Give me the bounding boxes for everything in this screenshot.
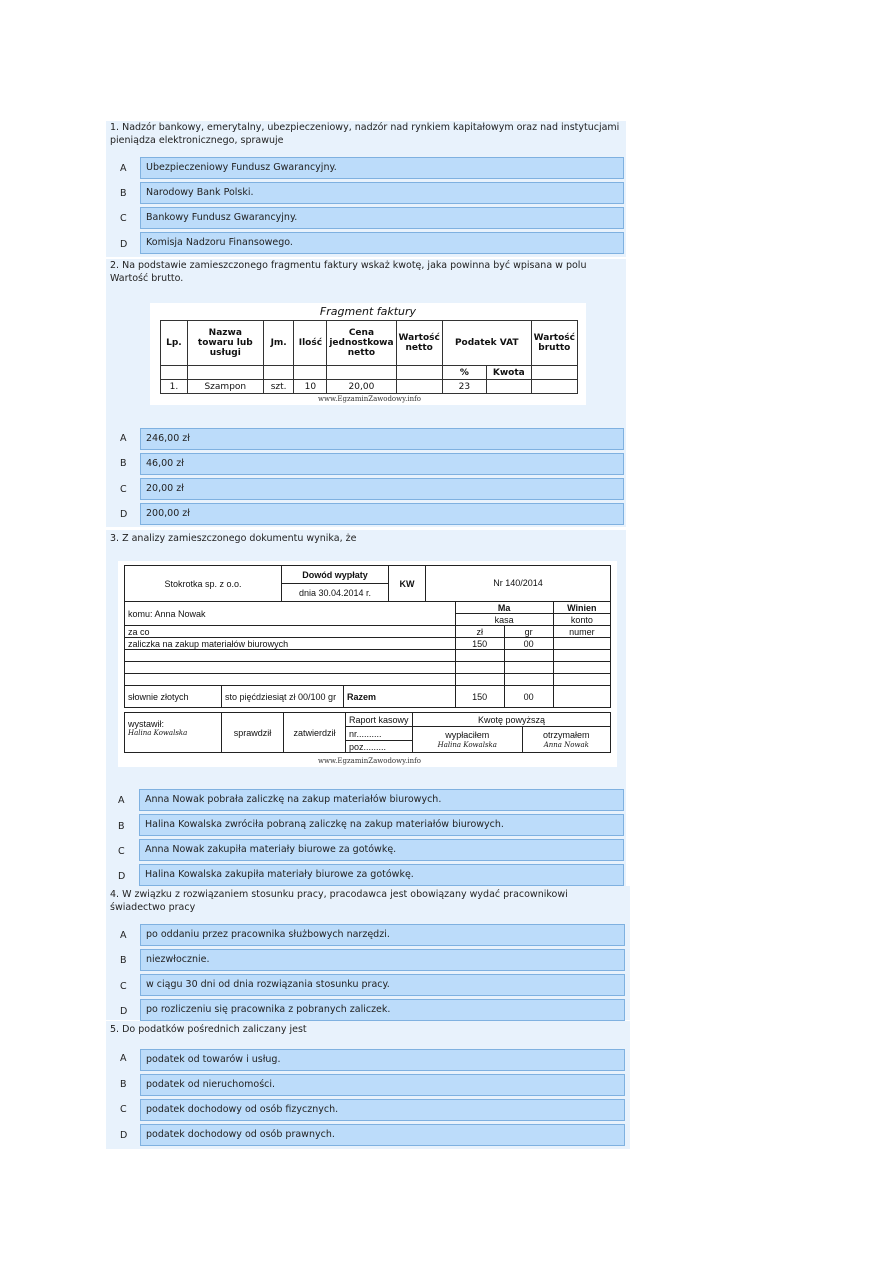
- option-letter: D: [120, 1130, 128, 1141]
- question-text: 4. W związku z rozwiązaniem stosunku pracy, pracodawca jest obowiązany wydać pracownikowi świadectwo pracy: [110, 889, 568, 913]
- option-letter: B: [120, 1079, 127, 1090]
- wystawil-label: wystawił:: [128, 719, 165, 729]
- answer-option-b[interactable]: Narodowy Bank Polski.: [140, 182, 624, 204]
- header-vat: Podatek VAT: [442, 321, 531, 366]
- question-text: 3. Z analizy zamieszczonego dokumentu wynika, że: [110, 533, 357, 544]
- cell-unit: szt.: [263, 380, 294, 394]
- option-letter: B: [120, 955, 127, 966]
- option-letter: D: [118, 871, 126, 882]
- question-text: 1. Nadzór bankowy, emerytalny, ubezpieczeniowy, nadzór nad rynkiem kapitałowym oraz nad instytucjami pieniądza elektronicznego, sprawuje: [110, 122, 620, 146]
- answer-option-b[interactable]: niezwłocznie.: [140, 949, 625, 971]
- zatwierdzil-label: zatwierdził: [284, 713, 346, 753]
- slownie-value: sto pięćdziesiąt zł 00/100 gr: [222, 686, 344, 708]
- cell-unit-price: 20,00: [327, 380, 396, 394]
- numer-header: numer: [553, 626, 610, 638]
- answer-option-a[interactable]: podatek od towarów i usług.: [140, 1049, 625, 1071]
- wyplacilem-label: wypłaciłem: [445, 729, 490, 740]
- header-net-value: Wartość netto: [396, 321, 442, 366]
- answer-option-a[interactable]: Ubezpieczeniowy Fundusz Gwarancyjny.: [140, 157, 624, 179]
- company-name: Stokrotka sp. z o.o.: [125, 566, 282, 602]
- option-letter: A: [120, 433, 127, 444]
- recipient-text: komu: Anna Nowak: [128, 608, 206, 619]
- wystawil-signature: Halina Kowalska: [128, 729, 188, 737]
- option-letter: C: [118, 846, 125, 857]
- option-letter: C: [120, 484, 127, 495]
- option-letter: A: [118, 795, 125, 806]
- doc-code: KW: [389, 566, 426, 602]
- option-letter: C: [120, 213, 127, 224]
- razem-gr: 00: [504, 686, 553, 708]
- answer-option-a[interactable]: 246,00 zł: [140, 428, 624, 450]
- doc-date: dnia 30.04.2014 r.: [282, 584, 389, 602]
- question-text: 2. Na podstawie zamieszczonego fragmentu faktury wskaż kwotę, jaka powinna być wpisana w polu Wartość brutto.: [110, 260, 587, 284]
- slownie-label: słownie złotych: [125, 686, 222, 708]
- kw-signature-table: [124, 712, 611, 753]
- recipient: [125, 602, 456, 626]
- winien-header: Winien: [553, 602, 610, 614]
- answer-option-b[interactable]: Halina Kowalska zwróciła pobraną zaliczkę na zakup materiałów biurowych.: [139, 814, 624, 836]
- razem-zl: 150: [455, 686, 504, 708]
- answer-option-a[interactable]: Anna Nowak pobrała zaliczkę na zakup materiałów biurowych.: [139, 789, 624, 811]
- item-zl: 150: [455, 638, 504, 650]
- cell-vat-amount: [486, 380, 531, 394]
- item-description: zaliczka na zakup materiałów biurowych: [125, 638, 456, 650]
- option-letter: C: [120, 981, 127, 992]
- kw-header-table: [124, 565, 611, 602]
- option-letter: D: [120, 239, 128, 250]
- header-lp: Lp.: [161, 321, 188, 366]
- option-letter: B: [120, 188, 127, 199]
- vat-amount-header: Kwota: [486, 366, 531, 380]
- watermark: www.EgzaminZawodowy.info: [318, 395, 421, 403]
- zl-header: zł: [455, 626, 504, 638]
- raport-poz: poz.........: [346, 741, 413, 753]
- invoice-figure: [150, 303, 586, 405]
- header-unit: Jm.: [263, 321, 294, 366]
- header-name: Nazwa towaru lub usługi: [187, 321, 263, 366]
- wystawil-cell: [125, 713, 222, 753]
- sprawdzil-label: sprawdził: [222, 713, 284, 753]
- razem-label: Razem: [344, 686, 456, 708]
- answer-option-c[interactable]: Anna Nowak zakupiła materiały biurowe za gotówkę.: [139, 839, 624, 861]
- ma-header: Ma: [455, 602, 553, 614]
- answer-option-c[interactable]: Bankowy Fundusz Gwarancyjny.: [140, 207, 624, 229]
- doc-number: Nr 140/2014: [426, 566, 611, 602]
- kw-document-figure: [118, 561, 617, 767]
- otrzymalem-label: otrzymałem: [543, 729, 590, 740]
- answer-option-c[interactable]: w ciągu 30 dni od dnia rozwiązania stosunku pracy.: [140, 974, 625, 996]
- wyplacilem-cell: [413, 727, 523, 753]
- konto-label: konto: [553, 614, 610, 626]
- otrzymalem-cell: [522, 727, 610, 753]
- option-letter: C: [120, 1104, 127, 1115]
- header-unit-price: Cena jednostkowa netto: [327, 321, 396, 366]
- header-qty: Ilość: [294, 321, 327, 366]
- gr-header: gr: [504, 626, 553, 638]
- answer-option-d[interactable]: 200,00 zł: [140, 503, 624, 525]
- cell-lp: 1.: [161, 380, 188, 394]
- answer-option-a[interactable]: po oddaniu przez pracownika służbowych narzędzi.: [140, 924, 625, 946]
- doc-title: Dowód wypłaty: [282, 566, 389, 584]
- cell-gross-value: [531, 380, 577, 394]
- kasa-label: kasa: [455, 614, 553, 626]
- option-letter: A: [120, 930, 127, 941]
- invoice-title: Fragment faktury: [319, 305, 417, 318]
- invoice-table: [160, 320, 578, 394]
- option-letter: D: [120, 509, 128, 520]
- answer-option-b[interactable]: podatek od nieruchomości.: [140, 1074, 625, 1096]
- answer-option-d[interactable]: Komisja Nadzoru Finansowego.: [140, 232, 624, 254]
- header-gross-value: Wartość brutto: [531, 321, 577, 366]
- option-letter: A: [120, 1053, 127, 1064]
- option-letter: B: [118, 821, 125, 832]
- answer-option-d[interactable]: po rozliczeniu się pracownika z pobranych zaliczek.: [140, 999, 625, 1021]
- option-letter: A: [120, 163, 127, 174]
- raport-nr: nr..........: [346, 727, 413, 741]
- cell-qty: 10: [294, 380, 327, 394]
- wyplacilem-signature: Halina Kowalska: [437, 740, 497, 749]
- cell-vat-percent: 23: [442, 380, 486, 394]
- answer-option-d[interactable]: Halina Kowalska zakupiła materiały biurowe za gotówkę.: [139, 864, 624, 886]
- cell-net-value: [396, 380, 442, 394]
- otrzymalem-signature: Anna Nowak: [543, 740, 589, 749]
- cell-name: Szampon: [187, 380, 263, 394]
- answer-option-c[interactable]: podatek dochodowy od osób fizycznych.: [140, 1099, 625, 1121]
- vat-percent-header: %: [442, 366, 486, 380]
- option-letter: D: [120, 1006, 128, 1017]
- option-letter: B: [120, 458, 127, 469]
- answer-option-b[interactable]: 46,00 zł: [140, 453, 624, 475]
- kwote-label: Kwotę powyższą: [413, 713, 611, 727]
- item-gr: 00: [504, 638, 553, 650]
- answer-option-d[interactable]: podatek dochodowy od osób prawnych.: [140, 1124, 625, 1146]
- answer-option-c[interactable]: 20,00 zł: [140, 478, 624, 500]
- raport-label: Raport kasowy: [346, 713, 413, 727]
- watermark: www.EgzaminZawodowy.info: [318, 757, 421, 765]
- za-co-label: za co: [125, 626, 456, 638]
- kw-body-table: [124, 601, 611, 708]
- question-text: 5. Do podatków pośrednich zaliczany jest: [110, 1024, 307, 1035]
